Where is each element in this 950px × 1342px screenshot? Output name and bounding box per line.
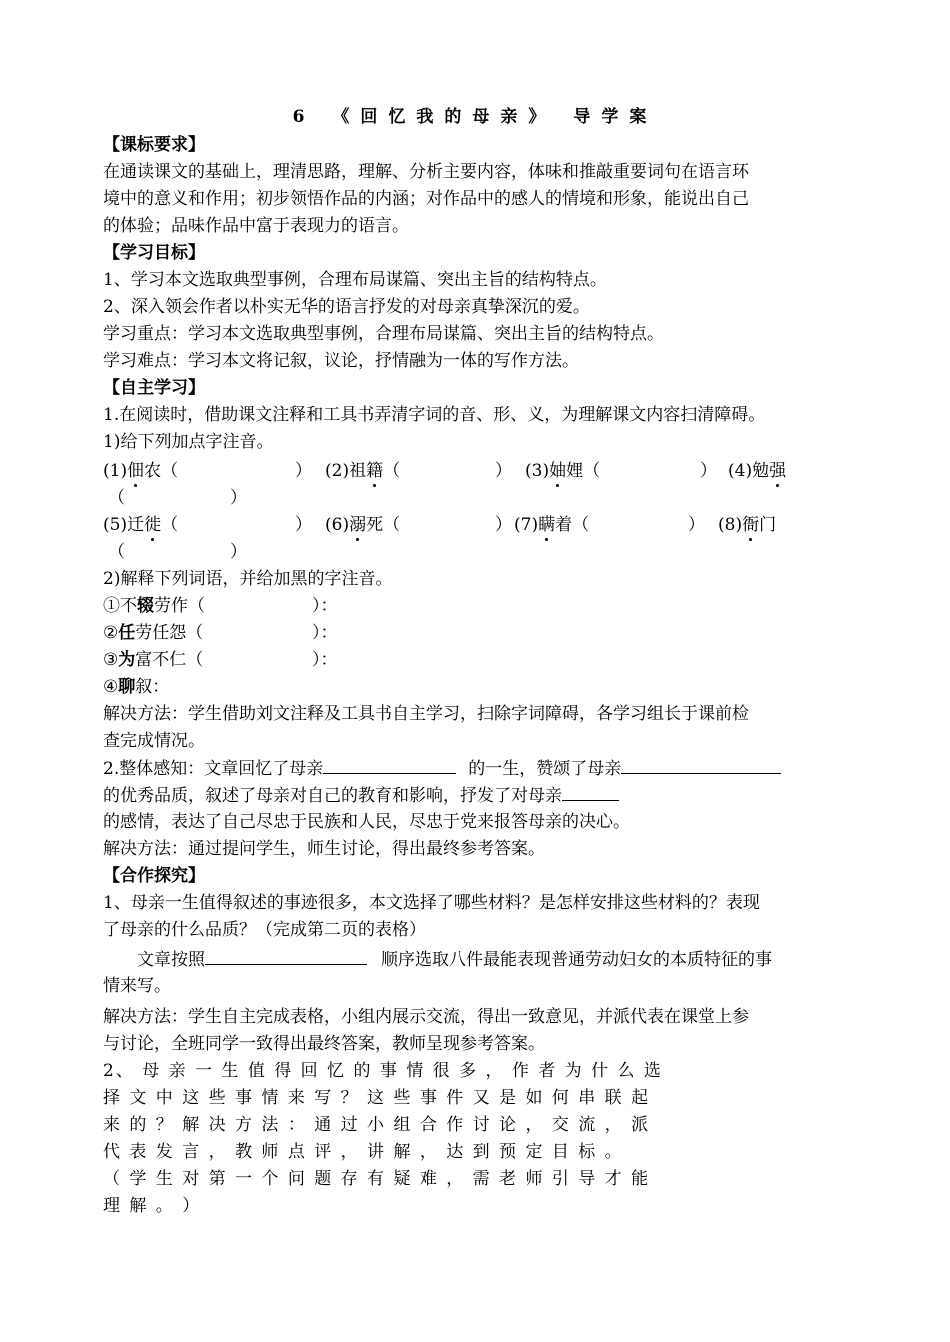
method-1-line-2: 查完成情况。: [103, 731, 205, 751]
method-3-line-2: 与讨论，全班同学一致得出最终答案，教师呈现参考答案。: [103, 1034, 545, 1054]
method-1-line-1: 解决方法：学生借助刘文注释及工具书自主学习，扫除字词障碍，各学习组长于课前检: [103, 704, 749, 724]
dotted-char: 强: [769, 461, 787, 481]
pinyin-item-1: (1)佃农（: [103, 461, 179, 481]
mubiao-line-2: 2、深入领会作者以朴实无华的语言抒发的对母亲真挚深沉的爱。: [103, 297, 590, 317]
order-line: 文章按照 顺序选取八件最能表现普通劳动妇女的本质特征的事: [137, 950, 772, 970]
pinyin-close: ）: [495, 461, 512, 481]
bold-char: 聊: [118, 677, 136, 697]
zizhu-sub2: 2)解释下列词语，并给加黑的字注音。: [103, 569, 393, 589]
term-3-tail: ）：: [312, 650, 338, 670]
pinyin-close: ）: [495, 515, 512, 535]
order-line-2: 情来写。: [103, 976, 171, 996]
kebiao-line-2: 境中的意义和作用；初步领悟作品的内涵；对作品中的感人的情境和形象，能说出自己: [103, 189, 749, 209]
term-2-tail: ）：: [312, 623, 338, 643]
answer-blank[interactable]: [205, 948, 367, 965]
page-title: 6 《回忆我的母亲》 导学案: [292, 107, 658, 127]
answer-blank[interactable]: [323, 757, 456, 774]
pinyin-item-5: (5)迁徙（: [103, 515, 179, 535]
pinyin-item-8: (8)衙门: [718, 515, 777, 535]
hezuo-q1-line-1: 1、母亲一生值得叙述的事迹很多，本文选择了哪些材料？是怎样安排这些材料的？表现: [103, 893, 760, 913]
overview-line-1: 2.整体感知：文章回忆了母亲 的一生，赞颂了母亲: [103, 757, 781, 780]
section-heading-hezuo: 【合作探究】: [103, 866, 205, 886]
pinyin-close: ）: [230, 542, 247, 562]
hezuo-q2-line-6: 理 解 。 ）: [103, 1196, 202, 1216]
kebiao-line-3: 的体验；品味作品中富于表现力的语言。: [103, 216, 409, 236]
pinyin-close: ）: [230, 488, 247, 508]
dotted-char: 衙: [742, 515, 760, 535]
term-1-tail: ）：: [312, 596, 338, 616]
term-1: ①不辍劳作（: [103, 596, 205, 616]
mubiao-line-1: 1、学习本文选取典型事例，合理布局谋篇、突出主旨的结构特点。: [103, 270, 607, 290]
pinyin-item-2: (2)祖籍（: [325, 461, 401, 481]
mubiao-line-3: 学习重点：学习本文选取典型事例，合理布局谋篇、突出主旨的结构特点。: [103, 324, 664, 344]
pinyin-close: ）: [295, 461, 312, 481]
pinyin-item-7: (7)瞒着（: [514, 515, 590, 535]
hezuo-q2-line-5: （ 学 生 对 第 一 个 问 题 存 有 疑 难 ， 需 老 师 引 导 才 能: [103, 1169, 651, 1189]
answer-blank[interactable]: [562, 784, 619, 801]
method-3-line-1: 解决方法：学生自主完成表格，小组内展示交流，得出一致意见，并派代表在课堂上参: [103, 1007, 749, 1027]
term-4: ④聊叙：: [103, 677, 170, 697]
hezuo-q2-line-1: 2、 母 亲 一 生 值 得 回 忆 的 事 情 很 多 ， 作 者 为 什 么 选: [103, 1061, 663, 1081]
hezuo-q1-line-2: 了母亲的什么品质？（完成第二页的表格）: [103, 920, 426, 940]
dotted-char: 籍: [366, 461, 384, 481]
term-3: ③为富不仁（: [103, 650, 204, 670]
pinyin-open: （: [108, 542, 125, 562]
bold-char: 任: [118, 623, 136, 643]
section-heading-kebiao: 【课标要求】: [103, 135, 205, 155]
dotted-char: 妯: [549, 461, 567, 481]
pinyin-item-6: (6)溺死（: [325, 515, 401, 535]
zizhu-sub1: 1)给下列加点字注音。: [103, 432, 274, 452]
pinyin-item-3: (3)妯娌（: [525, 461, 601, 481]
dotted-char: 佃: [127, 461, 145, 481]
method-2: 解决方法：通过提问学生，师生讨论，得出最终参考答案。: [103, 839, 545, 859]
zizhu-intro: 1.在阅读时，借助课文注释和工具书弄清字词的音、形、义，为理解课文内容扫清障碍。: [103, 405, 766, 425]
answer-blank[interactable]: [621, 757, 781, 774]
kebiao-line-1: 在通读课文的基础上，理清思路，理解、分析主要内容，体味和推敲重要词句在语言环: [103, 162, 749, 182]
pinyin-open: （: [108, 488, 125, 508]
mubiao-line-4: 学习难点：学习本文将记叙，议论，抒情融为一体的写作方法。: [103, 351, 579, 371]
bold-char: 为: [118, 650, 136, 670]
dotted-char: 瞒: [538, 515, 556, 535]
hezuo-q2-line-4: 代 表 发 言 ， 教 师 点 评 ， 讲 解 ， 达 到 预 定 目 标 。: [103, 1142, 624, 1162]
hezuo-q2-line-3: 来 的 ？ 解 决 方 法 ： 通 过 小 组 合 作 讨 论 ， 交 流 ， 派: [103, 1115, 651, 1135]
pinyin-item-4: (4)勉强: [728, 461, 787, 481]
pinyin-close: ）: [700, 461, 717, 481]
bold-char: 辍: [137, 596, 154, 616]
overview-line-3: 的感情，表达了自己尽忠于民族和人民，尽忠于党来报答母亲的决心。: [103, 812, 630, 832]
dotted-char: 溺: [349, 515, 367, 535]
overview-line-2: 的优秀品质，叙述了母亲对自己的教育和影响，抒发了对母亲: [103, 784, 619, 807]
pinyin-close: ）: [295, 515, 312, 535]
section-heading-zizhu: 【自主学习】: [103, 378, 205, 398]
dotted-char: 徙: [144, 515, 162, 535]
hezuo-q2-line-2: 择 文 中 这 些 事 情 来 写 ？ 这 些 事 件 又 是 如 何 串 联 起: [103, 1088, 651, 1108]
pinyin-close: ）: [688, 515, 705, 535]
term-2: ②任劳任怨（: [103, 623, 204, 643]
section-heading-mubiao: 【学习目标】: [103, 243, 205, 263]
